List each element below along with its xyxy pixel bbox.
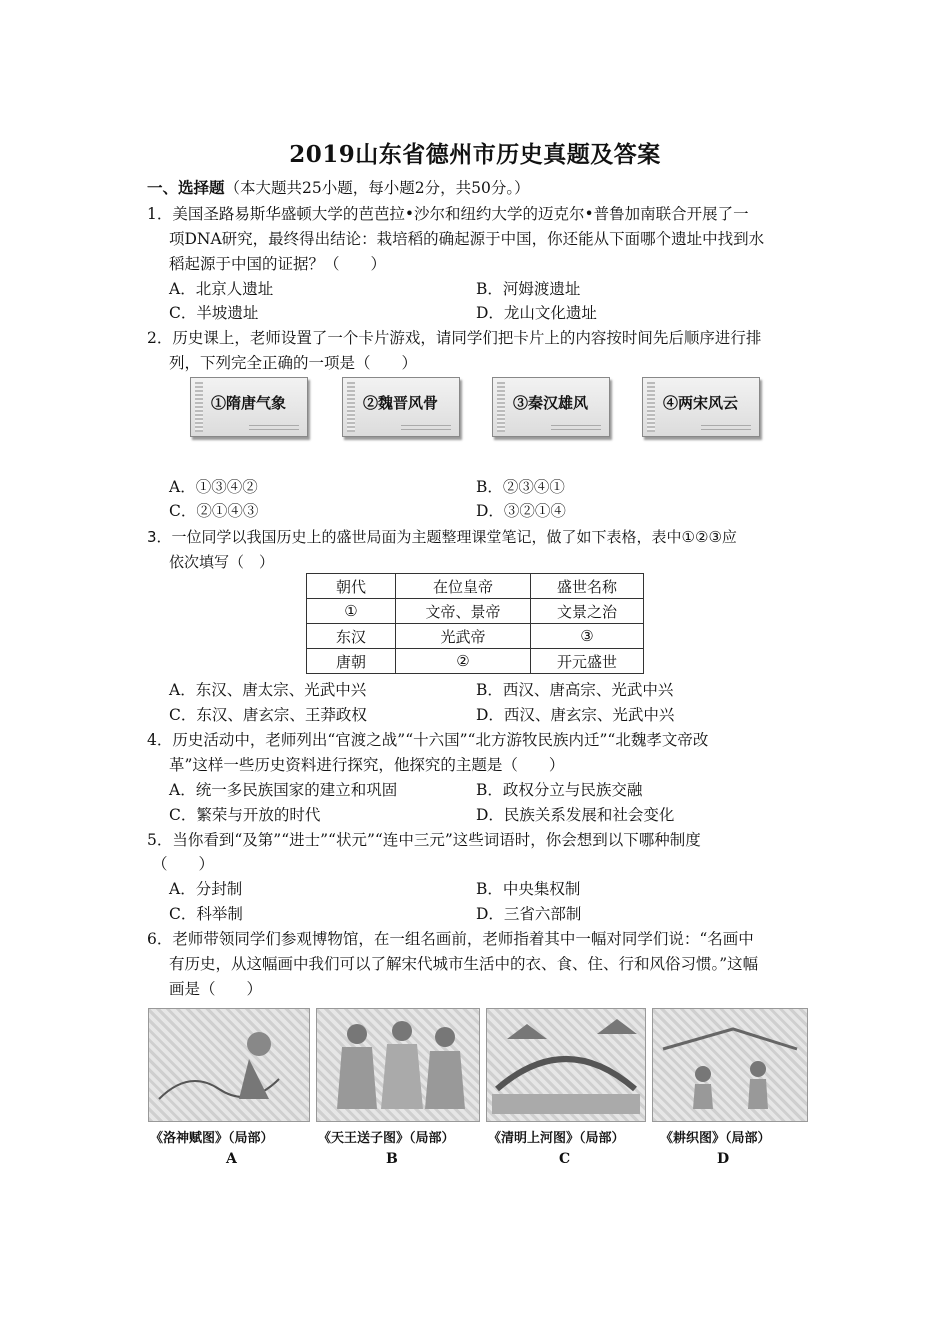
q6-line: 画是（ ） <box>169 980 263 998</box>
q5-option-d: D．三省六部制 <box>476 905 582 923</box>
painting-c-image <box>486 1008 646 1122</box>
card-spine <box>497 382 505 432</box>
table-cell: 盛世名称 <box>531 574 644 599</box>
table-row <box>307 599 644 624</box>
card-label: ①隋唐气象 <box>211 394 287 412</box>
q4-line: 4．历史活动中，老师列出“官渡之战”“十六国”“北方游牧民族内迁”“北魏孝文帝改 <box>147 731 709 749</box>
card-label: ④两宋风云 <box>663 394 739 412</box>
q1-option-d: D．龙山文化遗址 <box>476 304 597 322</box>
card-spine <box>195 382 203 432</box>
painting-c-letter: C <box>559 1151 571 1167</box>
section-heading <box>147 178 530 198</box>
table-cell: 在位皇帝 <box>396 574 531 599</box>
table-cell: ③ <box>531 624 644 649</box>
painting-a-letter: A <box>226 1151 237 1167</box>
q4-option-c: C．繁荣与开放的时代 <box>169 806 321 824</box>
section-label: 一、选择题 <box>147 178 225 197</box>
q2-line: 列，下列完全正确的一项是（ ） <box>169 354 418 372</box>
q1-option-c: C．半坡遗址 <box>169 304 259 322</box>
q5-line: （ ） <box>152 855 215 873</box>
q1-option-a: A．北京人遗址 <box>169 280 274 298</box>
q4-line: 革”这样一些历史资料进行探究，他探究的主题是（ ） <box>169 756 565 774</box>
q6-line: 有历史，从这幅画中我们可以了解宋代城市生活中的衣、食、住、行和风俗习惯。”这幅 <box>169 955 759 973</box>
q5-option-a: A．分封制 <box>169 880 243 898</box>
painting-b-caption: 《天王送子图》（局部） <box>318 1131 455 1146</box>
dynasty-table <box>306 573 644 674</box>
card-lines <box>401 425 451 430</box>
card-3 <box>492 377 610 437</box>
table-row <box>307 649 644 674</box>
painting-b-image <box>316 1008 480 1122</box>
q2-line: 2．历史课上，老师设置了一个卡片游戏，请同学们把卡片上的内容按时间先后顺序进行排 <box>147 329 762 347</box>
q3-option-b: B．西汉、唐高宗、光武中兴 <box>476 681 674 699</box>
q3-option-a: A．东汉、唐太宗、光武中兴 <box>169 681 367 699</box>
q6-line: 6．老师带领同学们参观博物馆，在一组名画前，老师指着其中一幅对同学们说：“名画中 <box>147 930 754 948</box>
card-4 <box>642 377 760 437</box>
q4-option-b: B．政权分立与民族交融 <box>476 781 643 799</box>
table-cell: 光武帝 <box>396 624 531 649</box>
q1-line: 1．美国圣路易斯华盛顿大学的芭芭拉•沙尔和纽约大学的迈克尔•普鲁加南联合开展了一 <box>147 205 749 223</box>
q2-option-b: B．②③④① <box>476 478 565 496</box>
q5-option-b: B．中央集权制 <box>476 880 581 898</box>
painting-d-image <box>652 1008 808 1122</box>
q3-option-d: D．西汉、唐玄宗、光武中兴 <box>476 706 675 724</box>
painting-d-caption: 《耕织图》（局部） <box>660 1131 771 1146</box>
q2-option-a: A．①③④② <box>169 478 258 496</box>
page-title: 2019山东省德州市历史真题及答案 <box>289 141 661 168</box>
table-row <box>307 574 644 599</box>
table-cell: 唐朝 <box>307 649 396 674</box>
card-spine <box>347 382 355 432</box>
q4-option-d: D．民族关系发展和社会变化 <box>476 806 675 824</box>
q1-line: 稻起源于中国的证据？（ ） <box>169 255 387 273</box>
painting-d-sketch <box>653 1009 807 1121</box>
card-label: ②魏晋风骨 <box>363 394 439 412</box>
painting-d-letter: D <box>717 1151 730 1167</box>
q3-line: 依次填写（ ） <box>169 553 275 571</box>
table-cell: 东汉 <box>307 624 396 649</box>
card-lines <box>249 425 299 430</box>
q2-option-c: C．②①④③ <box>169 502 259 520</box>
q2-option-d: D．③②①④ <box>476 502 566 520</box>
q5-line: 5．当你看到“及第”“进士”“状元”“连中三元”这些词语时，你会想到以下哪种制度 <box>147 831 701 849</box>
q3-option-c: C．东汉、唐玄宗、王莽政权 <box>169 706 367 724</box>
q1-option-b: B．河姆渡遗址 <box>476 280 581 298</box>
section-note: （本大题共25小题，每小题2分，共50分。） <box>224 179 530 197</box>
painting-a-sketch <box>149 1009 309 1121</box>
painting-c-sketch <box>487 1009 645 1121</box>
table-cell: 文景之治 <box>531 599 644 624</box>
card-1 <box>190 377 308 437</box>
table-cell: 开元盛世 <box>531 649 644 674</box>
table-row <box>307 624 644 649</box>
card-label: ③秦汉雄风 <box>513 394 589 412</box>
card-lines <box>551 425 601 430</box>
card-spine <box>647 382 655 432</box>
card-2 <box>342 377 460 437</box>
painting-a-image <box>148 1008 310 1122</box>
table-cell: 文帝、景帝 <box>396 599 531 624</box>
table-cell: 朝代 <box>307 574 396 599</box>
painting-b-letter: B <box>386 1151 398 1167</box>
q3-line: 3．一位同学以我国历史上的盛世局面为主题整理课堂笔记，做了如下表格，表中①②③应 <box>147 528 737 546</box>
painting-c-caption: 《清明上河图》（局部） <box>488 1131 625 1146</box>
painting-a-caption: 《洛神赋图》（局部） <box>150 1131 274 1146</box>
painting-b-sketch <box>317 1009 479 1121</box>
q1-line: 项DNA研究，最终得出结论：栽培稻的确起源于中国，你还能从下面哪个遗址中找到水 <box>169 230 765 248</box>
card-lines <box>701 425 751 430</box>
table-cell: ① <box>307 599 396 624</box>
q5-option-c: C．科举制 <box>169 905 243 923</box>
q4-option-a: A．统一多民族国家的建立和巩固 <box>169 781 398 799</box>
table-cell: ② <box>396 649 531 674</box>
